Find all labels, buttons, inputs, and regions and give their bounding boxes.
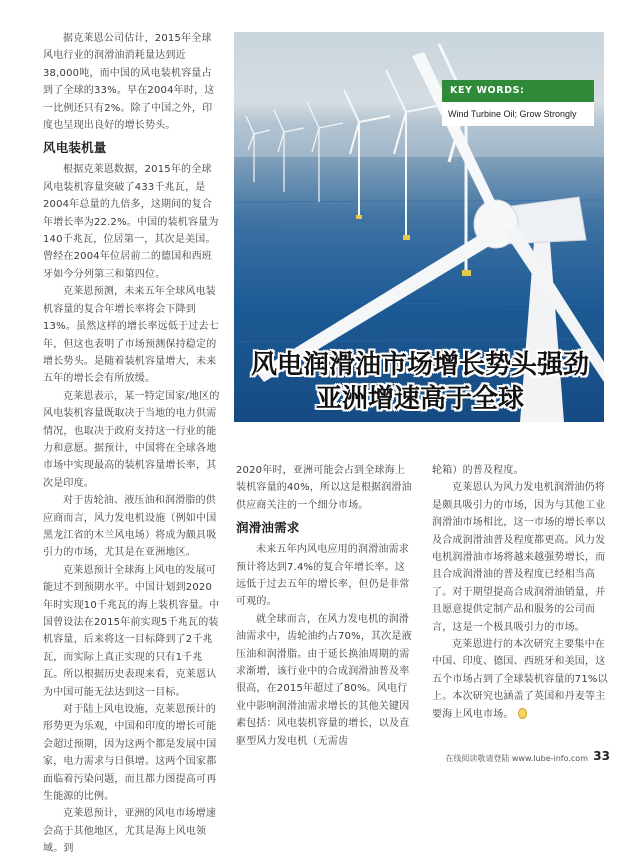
paragraph: 克莱恩表示，某一特定国家/地区的风电装机容量既取决于当地的电力供需情况，也取决于政府支持这一行业的能力和意愿。据预计，中国将在全球各地市场中实现最高的装机容量增长率，其次是印度。 bbox=[43, 390, 220, 489]
paragraph-text: 克莱恩进行的本次研究主要集中在中国、印度、德国、西班牙和美国，这五个市场占到了全球装机容量的71%以上。本次研究也涵盖了英国和丹麦等主要海上风电市场。 bbox=[432, 639, 608, 720]
paragraph: 对于齿轮油、液压油和润滑脂的供应商而言，风力发电机设施（例如中国黑龙江省的木兰风电场）将成为颇具吸引力的市场，尤其是在亚洲地区。 bbox=[43, 495, 217, 559]
paragraph: 轮箱）的普及程度。 bbox=[432, 465, 524, 476]
headline-line-2: 亚洲增速高于全球 bbox=[315, 384, 524, 414]
paragraph: 对于陆上风电设施，克莱恩预计的形势更为乐观，中国和印度的增长可能会超过预期，因为这两个都是发展中国家，电力需求与日俱增。这两个国家都面临着污染问题，而且都力图提高可再生能源的比例。 bbox=[43, 704, 217, 803]
page-footer bbox=[430, 750, 610, 766]
page-number: 33 bbox=[593, 749, 610, 763]
paragraph: 克莱恩预测，未来五年全球风电装机容量的复合年增长率将会下降到13%。虽然这样的增长率远低于过去七年，但这也表明了市场预测保持稳定的增长势头。是随着装机容量增大，未来五年的增长会有所放缓。 bbox=[43, 286, 219, 385]
end-of-article-icon bbox=[518, 708, 527, 719]
text-column-2 bbox=[236, 462, 414, 750]
paragraph: 克莱恩认为风力发电机润滑油仍将是颇具吸引力的市场，因为与其他工业润滑油市场相比，这一市场的增长率以及合成润滑油普及程度都更高。风力发电机润滑油市场将越来越强势增长，而且合成润滑油的普及程度已经相当高了。对于期望提高合成润滑油销量，并且愿意提供定制产品和服务的公司而言，这是一个极具吸引力的市场。 bbox=[432, 482, 606, 633]
keywords-title: KEY WORDS: bbox=[442, 80, 594, 102]
footer-website-text: 在线阅读敬请登陆 www.lube-info.com bbox=[445, 754, 588, 763]
paragraph: 据克莱恩公司估计，2015年全球风电行业的润滑油消耗量达到近38,000吨，而中国的风电装机容量占到了全球的33%。早在2004年时，这一比例还只有2%。除了中国之外，印度也呈现出良好的增长势头。 bbox=[43, 33, 215, 132]
text-column-3 bbox=[432, 462, 612, 723]
article-headline bbox=[234, 348, 606, 416]
keywords-text: Wind Turbine Oil; Grow Strongly bbox=[448, 109, 577, 119]
section-heading-lubricant-demand: 润滑油需求 bbox=[236, 520, 300, 536]
paragraph: 根据克莱恩数据，2015年的全球风电装机容量突破了433千兆瓦，是2004年总量的九倍多，这期间的复合年增长率为22.2%。中国的装机容量为140千兆瓦，位居第一，其次是美国。曾经在2004年位居前二的德国和西班牙如今分列第三和第四位。 bbox=[43, 164, 219, 280]
paragraph: 克莱恩预计全球海上风电的发展可能过不到预期水平。中国计划到2020年时实现10千兆瓦的海上装机容量。中国曾设法在2015年前实现5千兆瓦的装机容量，后来将这一目标降到了2千兆瓦，而实际上真正实现的只有1千兆瓦。所以根据历史表现来看，克莱恩认为中国可能无法达到这一目标。 bbox=[43, 564, 220, 698]
headline-line-1: 风电润滑油市场增长势头强劲 bbox=[250, 350, 589, 380]
keywords-box bbox=[442, 80, 594, 126]
text-column-1 bbox=[43, 30, 221, 858]
section-heading-installed-capacity: 风电装机量 bbox=[43, 140, 107, 156]
paragraph: 2020年时，亚洲可能会占到全球海上装机容量的40%，所以这是根据润滑油供应商关注的一个细分市场。 bbox=[236, 465, 412, 511]
paragraph: 就全球而言，在风力发电机的润滑油需求中，齿轮油约占70%，其次是液压油和润滑脂。由于延长换油周期的需求渐增，该行业中的合成润滑油普及率很高，在2015年超过了80%。风电行业中影响润滑油需求增长的其他关键因素包括：风电装机容量的增长，以及直驱型风力发电机（无需齿 bbox=[236, 613, 412, 747]
paragraph: 克莱恩预计，亚洲的风电市场增速会高于其他地区，尤其是海上风电领域。到 bbox=[43, 808, 216, 855]
paragraph: 未来五年内风电应用的润滑油需求预计将达到7.4%的复合年增长率。这远低于过去五年的增长率，但仍是非常可观的。 bbox=[236, 544, 410, 608]
paragraph bbox=[432, 636, 612, 723]
